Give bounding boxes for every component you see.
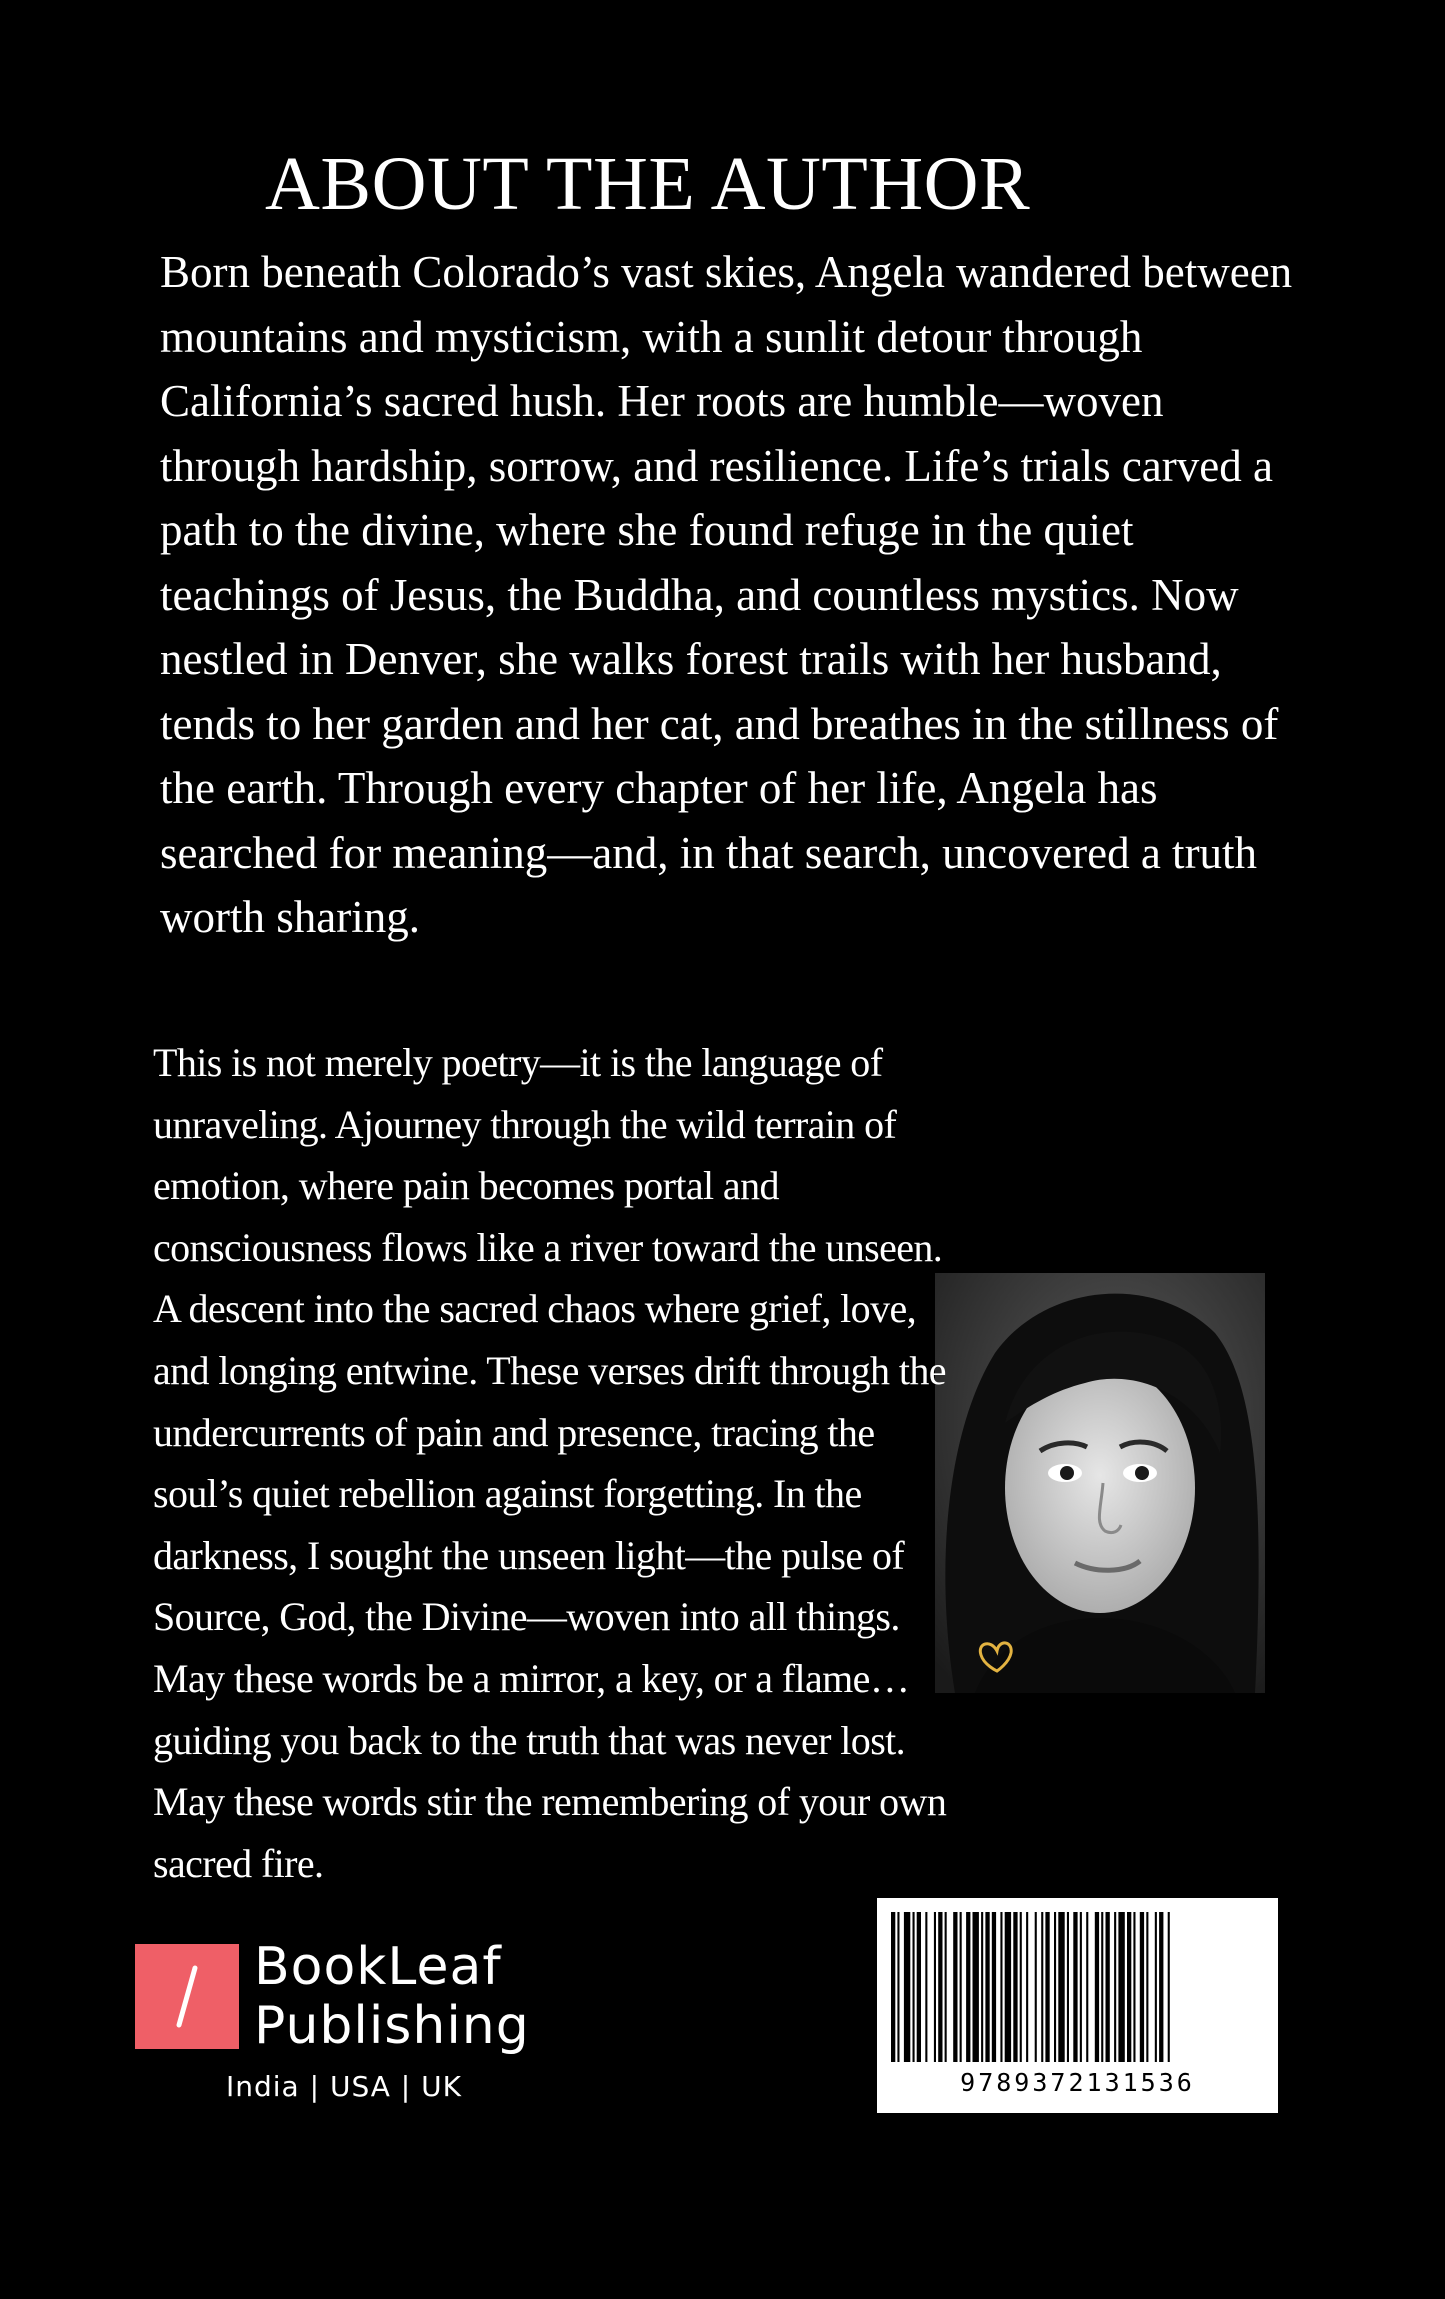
barcode-bar: [960, 1912, 962, 2062]
barcode-bar: [1067, 1912, 1069, 2062]
barcode-bar: [917, 1912, 921, 2062]
barcode-bar: [1054, 1912, 1056, 2062]
isbn-barcode: [877, 1898, 1278, 2113]
barcode-bar: [1127, 1912, 1131, 2062]
barcode-bar: [1000, 1912, 1002, 2062]
publisher-name: [254, 1938, 530, 2056]
barcode-bar: [1045, 1912, 1049, 2062]
barcode-bar: [1080, 1912, 1082, 2062]
barcode-bar: [1168, 1912, 1170, 2062]
author-bio: Born beneath Colorado’s vast skies, Angela wandered between mountains and mysticism, with a sunlit detour through California’s sacred hush. Her roots are humble—woven through hardship, sorrow, and resilience. Life’s trials carved a path to the divine, where she found refuge in the quiet teachings of Jesus, the Buddha, and countless mystics. Now nestled in Denver, she walks forest trails with her husband, tends to her garden and her cat, and breathes in the stillness of the earth. Through every chapter of her life, Angela has searched for meaning—and, in that search, uncovered a truth worth sharing.: [160, 247, 1293, 942]
barcode-bar: [945, 1912, 947, 2062]
barcode-bar: [1095, 1912, 1099, 2062]
barcode-bar: [913, 1912, 915, 2062]
barcode-bar: [1035, 1912, 1037, 2062]
barcode-bar: [1140, 1912, 1144, 2062]
barcode-bar: [1013, 1912, 1017, 2062]
barcode-bar: [904, 1912, 910, 2062]
barcode-bar: [973, 1912, 979, 2062]
barcode-bar: [992, 1912, 996, 2062]
publisher-name-line2: Publishing: [254, 1996, 530, 2056]
barcode-bar: [1146, 1912, 1148, 2062]
barcode-bar: [938, 1912, 942, 2062]
author-portrait-icon: [935, 1273, 1265, 1693]
barcode-bar: [1005, 1912, 1011, 2062]
book-blurb: This is not merely poetry—it is the language of unraveling. Ajourney through the wild terrain of emotion, where pain becomes portal and consciousness flows like a river toward the unseen. A descent into the sacred chaos where grief, love, and longing entwine. These verses drift through the undercurrents of pain and presence, tracing the soul’s quiet rebellion against forgetting. In the darkness, I sought the unseen light—the pulse of Source, God, the Divine—woven into all things. May these words be a mirror, a key, or a flame… guiding you back to the truth that was never lost. May these words stir the remembering of your own sacred fire.: [153, 1040, 947, 1886]
barcode-bar: [985, 1912, 989, 2062]
barcode-bar: [966, 1912, 970, 2062]
barcode-bar: [1114, 1912, 1116, 2062]
barcode-bar: [891, 1912, 895, 2062]
barcode-bar: [1026, 1912, 1028, 2062]
barcode-bar: [1155, 1912, 1157, 2062]
barcode-bar: [1118, 1912, 1124, 2062]
publisher-logo-mark: [135, 1944, 239, 2049]
barcode-bar: [1101, 1912, 1103, 2062]
isbn-number: 9789372131536: [960, 2068, 1195, 2097]
barcode-bar: [1086, 1912, 1088, 2062]
author-photo: [935, 1273, 1265, 1693]
barcode-bar: [1106, 1912, 1110, 2062]
page-title: ABOUT THE AUTHOR: [265, 142, 1031, 226]
barcode-bar: [1159, 1912, 1163, 2062]
barcode-bar: [1133, 1912, 1135, 2062]
publisher-name-line1: BookLeaf: [254, 1937, 502, 1997]
publisher-regions: India | USA | UK: [226, 2070, 462, 2103]
barcode-bar: [1073, 1912, 1077, 2062]
barcode-bar: [925, 1912, 927, 2062]
barcode-bar: [897, 1912, 899, 2062]
barcode-bar: [1041, 1912, 1043, 2062]
barcode-bar: [981, 1912, 983, 2062]
slash-icon: [135, 1944, 239, 2049]
barcode-bar: [953, 1912, 957, 2062]
barcode-bar: [934, 1912, 936, 2062]
barcode-bar: [1020, 1912, 1022, 2062]
barcode-bar: [1058, 1912, 1064, 2062]
barcode-icon: [877, 1898, 1278, 2068]
